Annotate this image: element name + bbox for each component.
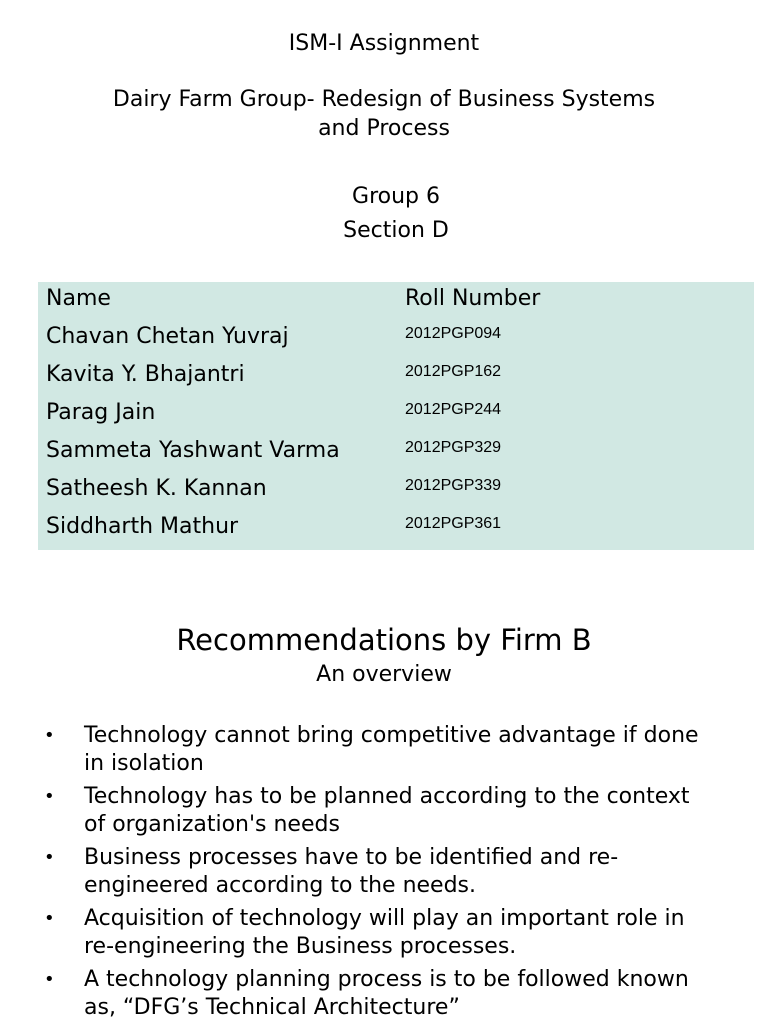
- bullet-icon: •: [44, 908, 55, 929]
- project-title-line-2: and Process: [318, 116, 450, 141]
- section-label: Section D: [343, 218, 449, 243]
- recommendation-list: [44, 722, 744, 1027]
- member-roll-number: 2012PGP162: [405, 363, 502, 380]
- roll-column-header: Roll Number: [405, 286, 541, 311]
- member-roll-number: 2012PGP339: [405, 477, 502, 494]
- bullet-icon: •: [44, 847, 55, 868]
- list-item-text: Technology has to be planned according to the context of organization's needs: [84, 784, 690, 837]
- bullet-icon: •: [44, 786, 55, 807]
- member-roll-number: 2012PGP244: [405, 401, 502, 418]
- list-item: [44, 844, 744, 900]
- table-header-row: [38, 282, 754, 320]
- list-item-text: Acquisition of technology will play an important role in re-engineering the Business processes.: [84, 906, 685, 959]
- member-roll-number: 2012PGP361: [405, 515, 502, 532]
- list-item-text: Technology cannot bring competitive advantage if done in isolation: [84, 723, 699, 776]
- table-row: [38, 320, 754, 358]
- slide-title: Recommendations by Firm B: [176, 623, 592, 657]
- member-name: Parag Jain: [46, 400, 156, 425]
- table-row: [38, 358, 754, 396]
- name-column-header: Name: [46, 286, 111, 311]
- member-name: Sammeta Yashwant Varma: [46, 438, 340, 463]
- list-item: [44, 905, 744, 961]
- bullet-icon: •: [44, 969, 55, 990]
- assignment-title: ISM-I Assignment: [288, 31, 480, 56]
- table-row: [38, 472, 754, 510]
- member-name: Kavita Y. Bhajantri: [46, 362, 245, 387]
- bullet-icon: •: [44, 725, 55, 746]
- list-item: [44, 783, 744, 839]
- member-name: Chavan Chetan Yuvraj: [46, 324, 289, 349]
- project-title-line-1: Dairy Farm Group- Redesign of Business Systems: [112, 87, 656, 112]
- list-item-text: A technology planning process is to be followed known as, “DFG’s Technical Architecture”: [84, 967, 689, 1020]
- list-item-text: Business processes have to be identified and re-engineered according to the needs.: [84, 845, 619, 898]
- member-name: Siddharth Mathur: [46, 514, 239, 539]
- member-roll-number: 2012PGP094: [405, 325, 502, 342]
- member-table: [38, 282, 754, 550]
- slide-subtitle: An overview: [316, 662, 452, 687]
- table-row: [38, 510, 754, 548]
- member-name: Satheesh K. Kannan: [46, 476, 267, 501]
- member-roll-number: 2012PGP329: [405, 439, 502, 456]
- list-item: [44, 966, 744, 1022]
- list-item: [44, 722, 744, 778]
- table-row: [38, 434, 754, 472]
- group-label: Group 6: [352, 184, 440, 209]
- table-row: [38, 396, 754, 434]
